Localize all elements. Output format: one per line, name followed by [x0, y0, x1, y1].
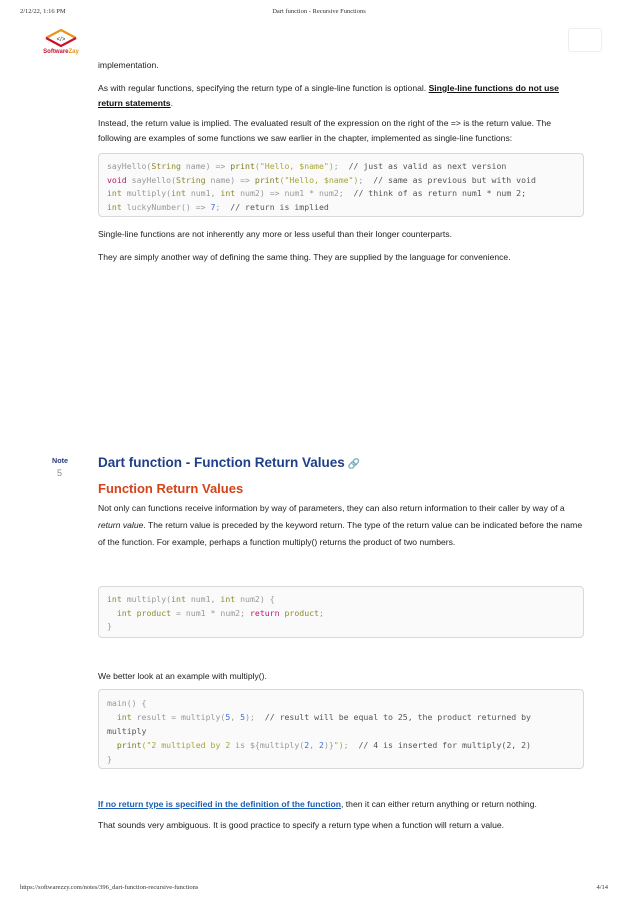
svg-text:SoftwareZay: SoftwareZay [43, 49, 79, 55]
section-title-text: Dart function - Function Return Values [98, 455, 345, 470]
code-line-2: int result = multiply(5, 5); // result will be equal to 25, the product returned by [116, 712, 531, 722]
paragraph-end: . [170, 98, 173, 108]
section-subtitle: Function Return Values [98, 481, 244, 496]
code-line-2: int product = num1 * num2; return product; [116, 607, 324, 618]
code-line-1: main() { [107, 698, 147, 708]
paragraph: They are simply another way of defining the same thing. They are supplied by the language for convenience. [98, 252, 511, 262]
paragraph-text-cont: . The return value is preceded by the keyword return. The type of the return value can be indicated before the name of the function. For example, perhaps a function multiply() returns the product of two numbers. [98, 520, 583, 547]
paragraph: Instead, the return value is implied. The evaluated result of the expression on the right of the => is the return value. The following are examples of some functions we saw earlier in the chapter, implemented as single-line functions: [98, 118, 552, 143]
paragraph: That sounds very ambiguous. It is good practice to specify a return type when a function will return a value. [98, 820, 505, 830]
code-line-5: } [107, 754, 112, 764]
paragraph-good-practice [98, 818, 584, 833]
link-icon[interactable]: 🔗 [347, 459, 361, 470]
paragraph-text: As with regular functions, specifying the return type of a single-line function is optional. [98, 83, 429, 93]
intro-continued [98, 58, 584, 73]
code-block-multiply [98, 586, 584, 638]
paragraph-no-return-type [98, 797, 584, 812]
paragraph-return-values [98, 500, 584, 551]
paragraph: Single-line functions are not inherently any more or less useful than their longer counterparts. [98, 229, 452, 239]
logo-wordmark [36, 46, 86, 56]
code-line-3: int multiply(int num1, int num2) => num1 * num2; // think of as return num1 * num 2; [107, 188, 527, 199]
code-line-4: int luckyNumber() => 7; // return is implied [107, 201, 329, 212]
section-title [98, 455, 360, 470]
print-header [0, 8, 638, 22]
code-line-1: int multiply(int num1, int num2) { [107, 594, 275, 604]
code-line-1: sayHello(String name) => print("Hello, $name"); // just as valid as next version [107, 161, 507, 171]
note-label: Note [52, 456, 68, 465]
single-line-return-link[interactable]: Single-line functions do not use return statements [98, 83, 559, 108]
paragraph-example-multiply [98, 669, 584, 684]
search-button[interactable] [568, 28, 602, 52]
print-url: https://softwarezzy.com/notes/396_dart-function-recursive-functions [20, 884, 199, 891]
code-line-3: } [107, 621, 112, 632]
print-title: Dart function - Recursive Functions [272, 8, 366, 15]
code-block-main [98, 689, 584, 769]
paragraph-implied-return [98, 116, 584, 146]
paragraph-optional-return [98, 81, 584, 111]
code-line-4: print("2 multipled by 2 is ${multiply(2, 2)}"); // 4 is inserted for multiply(2, 2) [116, 740, 531, 750]
print-datetime: 2/12/22, 1:16 PM [20, 8, 66, 15]
paragraph: implementation. [98, 60, 159, 70]
print-page-number: 4/14 [596, 884, 608, 891]
site-logo[interactable] [36, 26, 86, 56]
paragraph-text: , then it can either return anything or return nothing. [341, 799, 537, 809]
print-footer [0, 884, 638, 898]
no-return-type-link[interactable]: If no return type is specified in the definition of the function [98, 799, 342, 809]
paragraph-convenience [98, 250, 584, 265]
note-number: 5 [57, 468, 63, 478]
code-line-3: multiply [107, 726, 147, 736]
paragraph-not-more-useful [98, 227, 584, 242]
code-line-2: void sayHello(String name) => print("Hello, $name"); // same as previous but with void [107, 174, 536, 185]
paragraph-text: Not only can functions receive information by way of parameters, they can also return information to their caller by way of a [98, 503, 565, 513]
emphasis-return-value: return value [98, 520, 144, 530]
code-block-single-line [98, 153, 584, 217]
paragraph: We better look at an example with multiply(). [98, 671, 267, 681]
svg-text:</>: </> [56, 37, 66, 43]
